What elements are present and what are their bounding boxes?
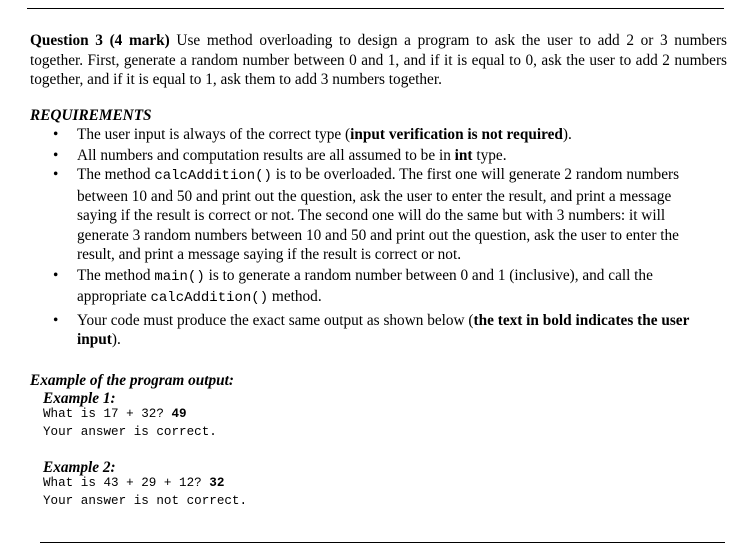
requirement-text: ).: [562, 126, 572, 143]
requirement-item: [30, 311, 710, 350]
requirement-text: The user input is always of the correct type (: [77, 126, 351, 143]
bullet-icon: •: [53, 146, 59, 164]
requirement-bold: the text in bold indicates the user input: [77, 311, 690, 348]
requirement-text: is to be overloaded. The first one will generate 2 random numbers between 10 and 50 and print out the question, ask the user to enter the result, and print a message saying if the result is correct or not. The second one will do the same but with 3 numbers: it will generate 3 random numbers between 10 and 50 and print out the question, ask the user to enter the result, and print a message saying if the result is correct or not.: [77, 166, 680, 263]
bullet-icon: •: [53, 126, 59, 143]
question-title: Question 3 (4 mark): [30, 32, 170, 49]
bottom-divider: [40, 542, 725, 543]
question-paragraph: [30, 31, 727, 90]
method-name-code: calcAddition(): [154, 168, 272, 184]
console-user-input: 49: [171, 407, 187, 421]
example-2-question-line: [43, 474, 224, 492]
requirement-text: type.: [472, 146, 507, 164]
example-2-result-line: Your answer is not correct.: [43, 494, 248, 508]
example-1-result-line: Your answer is correct.: [43, 425, 217, 439]
question-text: Use method overloading to design a program to ask the user to add 2 or 3 numbers together. First, generate a random number between 0 and 1, and if it is equal to 0, ask the user to add 2 numbers together, and if it is equal to 1, ask them to add 3 numbers together.: [30, 32, 727, 88]
bullet-icon: •: [53, 311, 59, 329]
requirement-item: [30, 165, 710, 265]
top-divider: [27, 8, 724, 9]
bullet-icon: •: [53, 166, 59, 183]
console-user-input: 32: [209, 476, 225, 490]
requirements-list: [30, 125, 710, 350]
requirement-bold: input verification is not required: [350, 126, 563, 143]
requirement-item: [30, 266, 710, 309]
requirement-text: Your code must produce the exact same output as shown below (: [77, 311, 474, 329]
console-prompt: What is 17 + 32?: [43, 407, 172, 421]
requirement-text: The method: [77, 166, 155, 183]
example-output-heading: Example of the program output:: [30, 372, 234, 389]
requirement-item: [30, 146, 710, 166]
requirement-item: [30, 125, 710, 145]
bullet-icon: •: [53, 266, 59, 284]
example-1-title: Example 1:: [43, 390, 116, 407]
example-2-title: Example 2:: [43, 459, 116, 476]
requirement-text: method.: [268, 288, 322, 305]
console-prompt: What is 43 + 29 + 12?: [43, 476, 210, 490]
example-1-question-line: [43, 405, 187, 423]
requirements-heading: REQUIREMENTS: [30, 107, 152, 124]
requirement-text: The method: [77, 266, 155, 284]
requirement-bold: int: [454, 146, 473, 164]
requirement-text: All numbers and computation results are all assumed to be in: [77, 146, 455, 164]
requirement-text: is to generate a random number between 0 and 1 (inclusive), and call the appropriate: [77, 266, 653, 305]
method-name-code: calcAddition(): [150, 290, 269, 306]
method-name-code: main(): [154, 268, 205, 285]
requirement-text: ).: [111, 331, 121, 348]
